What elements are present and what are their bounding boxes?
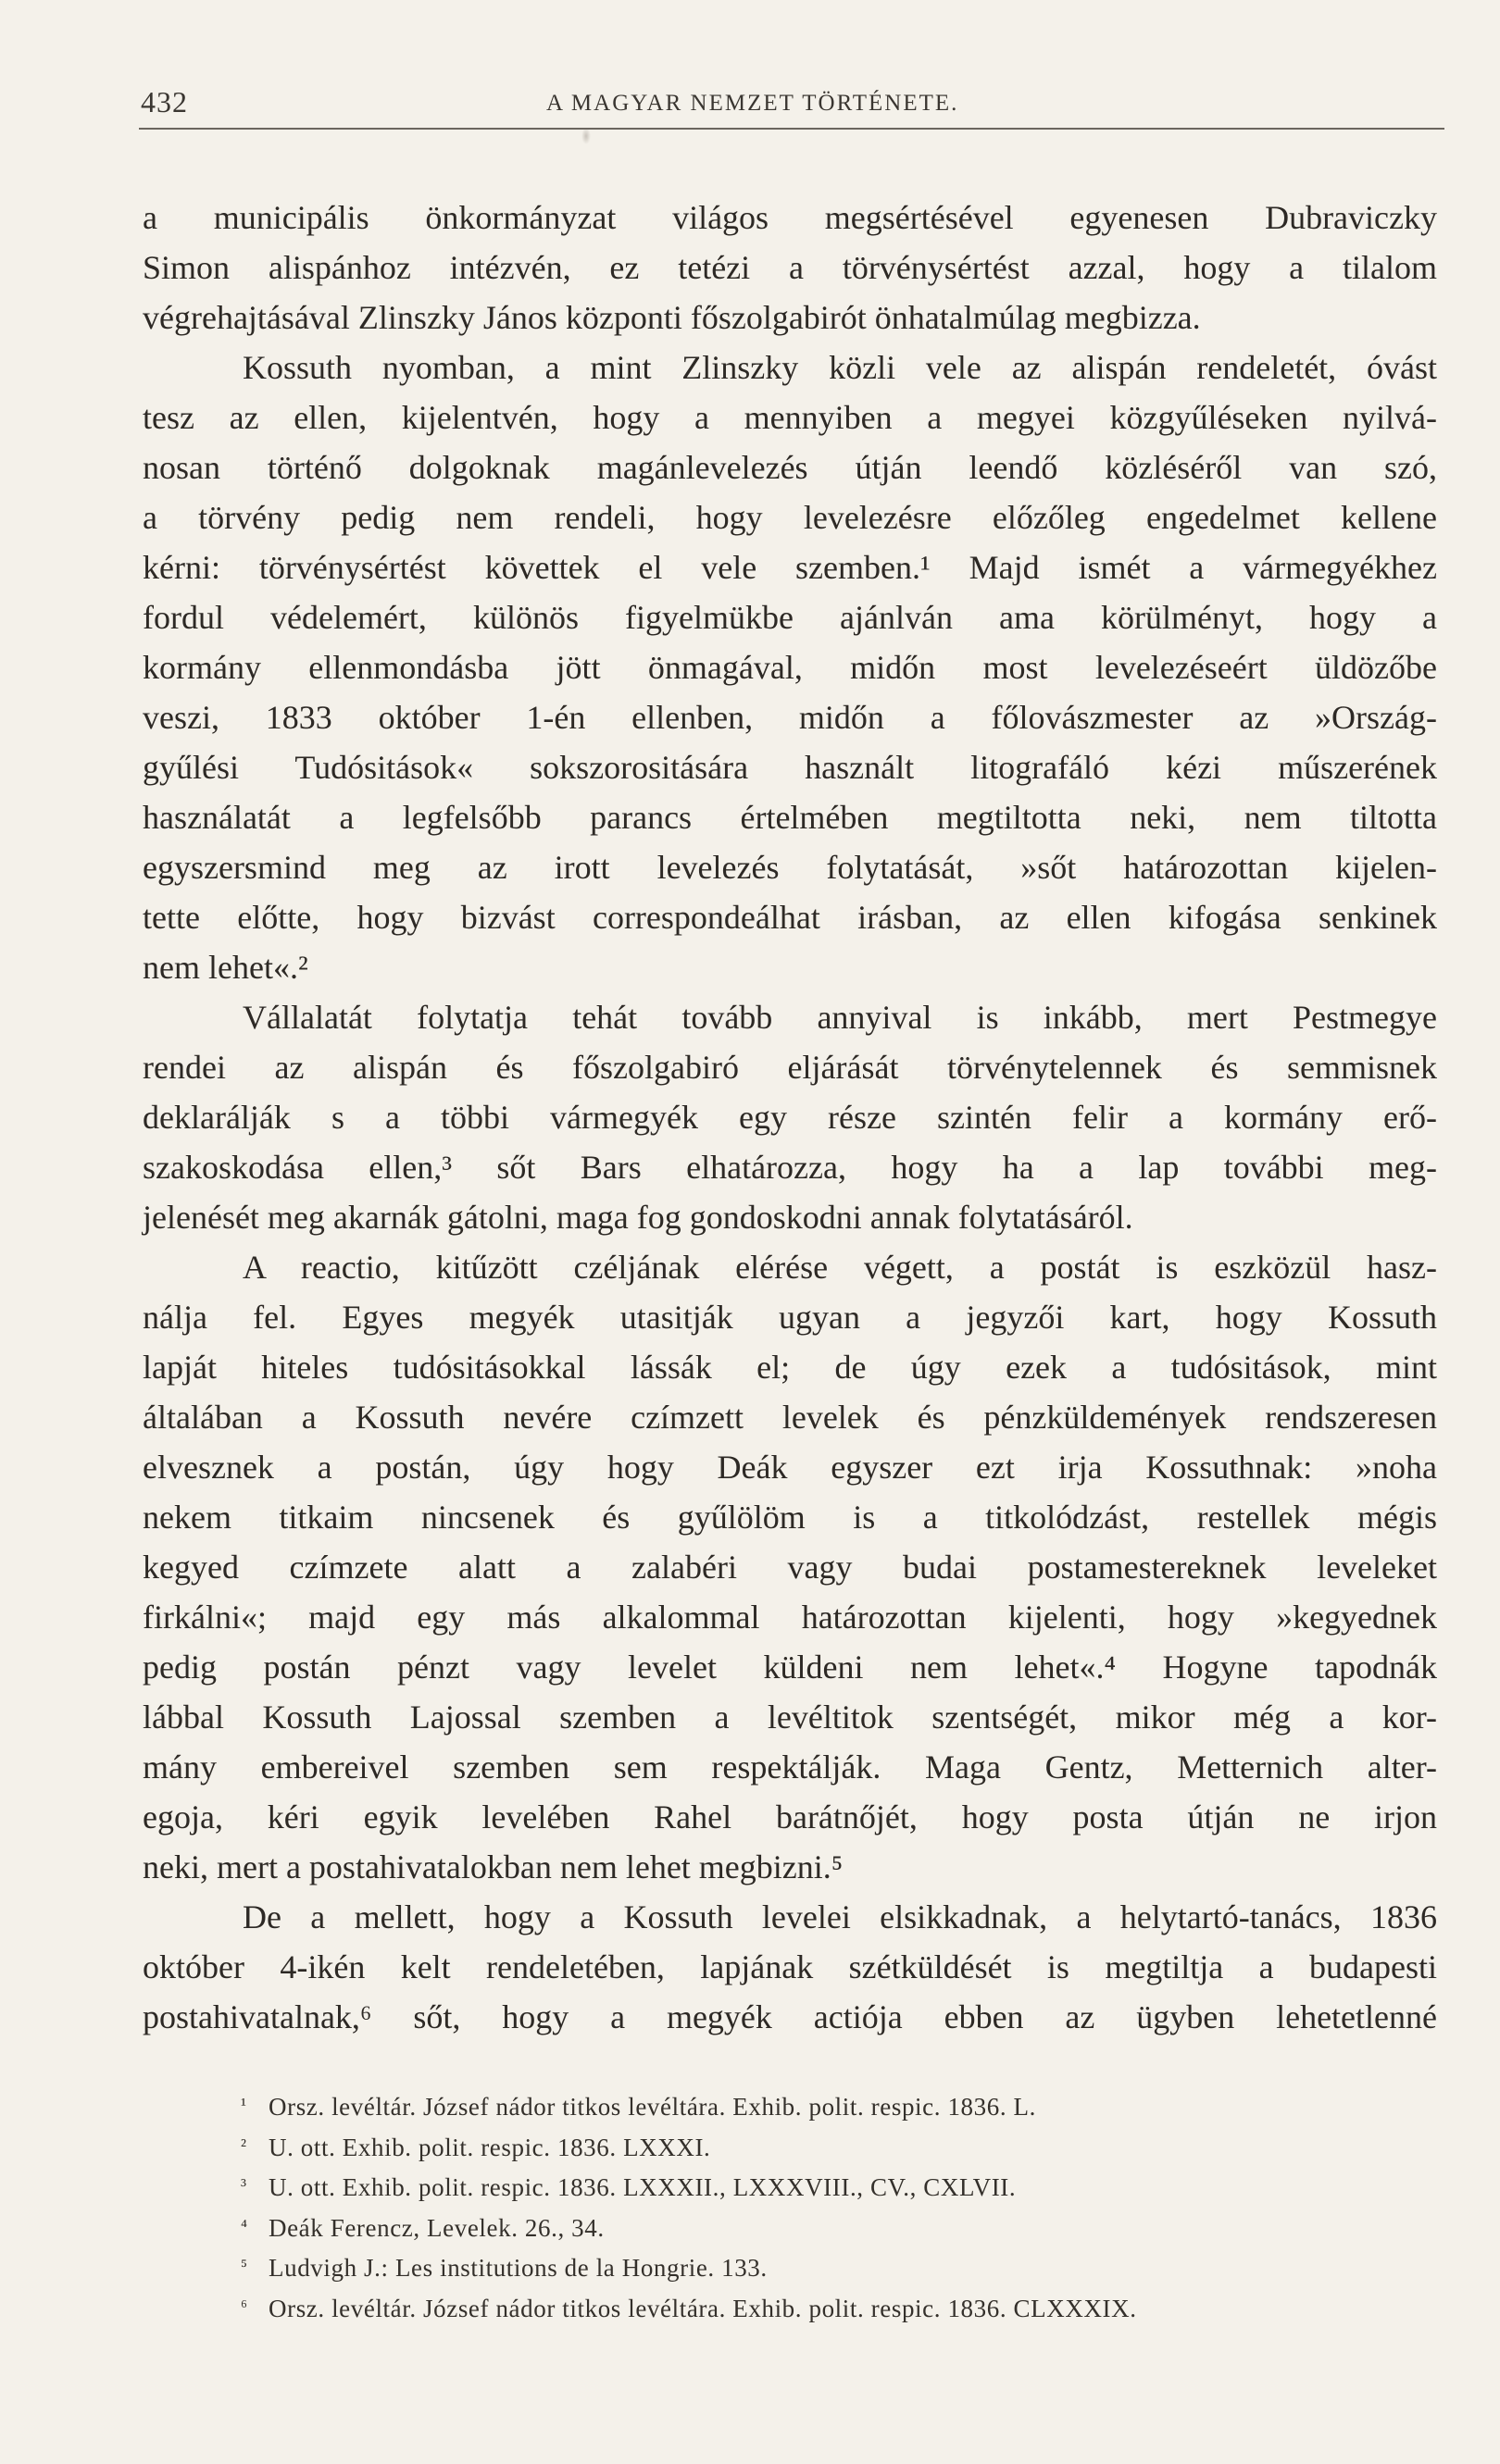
text-line: Simon alispánhoz intézvén, ez tetézi a törvénysértést azzal, hogy a tilalom	[143, 249, 1437, 286]
footnote-text: U. ott. Exhib. polit. respic. 1836. LXXXII., LXXXVIII., CV., CXLVII.	[269, 2173, 1017, 2202]
text-line: De a mellett, hogy a Kossuth levelei elsikkadnak, a helytartó-tanács, 1836	[243, 1898, 1437, 1935]
footnote-marker: ³	[241, 2175, 247, 2196]
text-line: a törvény pedig nem rendeli, hogy levelezésre előzőleg engedelmet kellene	[143, 499, 1437, 536]
text-line: használatát a legfelsőbb parancs értelmében megtiltotta neki, nem tiltotta	[143, 799, 1437, 836]
text-line: kérni: törvénysértést követtek el vele szemben.¹ Majd ismét a vármegyékhez	[143, 549, 1437, 586]
text-line: nekem titkaim nincsenek és gyűlölöm is a titkolódzást, restellek mégis	[143, 1499, 1437, 1536]
footnote-text: Orsz. levéltár. József nádor titkos levéltára. Exhib. polit. respic. 1836. CLXXXIX.	[269, 2294, 1137, 2322]
footnote-marker: ¹	[241, 2095, 247, 2115]
text-line: Vállalatát folytatja tehát tovább annyival is inkább, mert Pestmegye	[243, 999, 1437, 1036]
text-line: A reactio, kitűzött czéljának elérése végett, a postát is eszközül hasz-	[243, 1249, 1437, 1286]
text-line: kormány ellenmondásba jött önmagával, midőn most levelezéseért üldözőbe	[143, 649, 1437, 686]
text-line: lapját hiteles tudósitásokkal lássák el; de úgy ezek a tudósitások, mint	[143, 1349, 1437, 1386]
text-line: nálja fel. Egyes megyék utasitják ugyan a jegyzői kart, hogy Kossuth	[143, 1299, 1437, 1336]
footnote	[241, 2166, 1444, 2207]
text-line: kegyed czímzete alatt a zalabéri vagy budai postamestereknek leveleket	[143, 1549, 1437, 1586]
text-line: Kossuth nyomban, a mint Zlinszky közli vele az alispán rendeletét, óvást	[243, 349, 1437, 386]
text-line: deklarálják s a többi vármegyék egy része szintén felir a kormány erő-	[143, 1099, 1437, 1136]
footnote	[241, 2246, 1444, 2287]
text-line: nem lehet«.²	[143, 949, 308, 986]
text-line: végrehajtásával Zlinszky János központi főszolgabirót önhatalmúlag megbizza.	[143, 299, 1201, 336]
footnote	[241, 2126, 1444, 2167]
footnotes	[241, 2085, 1444, 2328]
text-line: október 4-ikén kelt rendeletében, lapjának szétküldését is megtiltja a budapesti	[143, 1948, 1437, 1985]
footnote-marker: ⁶	[241, 2296, 248, 2317]
footnote	[241, 2287, 1444, 2328]
ink-smudge	[581, 128, 591, 144]
footnote-marker: ⁴	[241, 2215, 248, 2236]
body-text	[143, 193, 1437, 2042]
text-line: nosan történő dolgoknak magánlevelezés útján leendő közléséről van szó,	[143, 449, 1437, 486]
text-line: gyűlési Tudósitások« sokszorositására használt litografáló kézi műszerének	[143, 749, 1437, 786]
footnote	[241, 2085, 1444, 2126]
text-line: postahivatalnak,⁶ sőt, hogy a megyék actiója ebben az ügyben lehetetlenné	[143, 1998, 1437, 2035]
footnote-text: Ludvigh J.: Les institutions de la Hongrie. 133.	[269, 2254, 768, 2283]
footnote-marker: ²	[241, 2134, 247, 2156]
footnote	[241, 2207, 1444, 2247]
text-line: egoja, kéri egyik levelében Rahel barátnőjét, hogy posta útján ne irjon	[143, 1798, 1437, 1836]
text-line: jelenését meg akarnák gátolni, maga fog gondoskodni annak folytatásáról.	[143, 1199, 1133, 1236]
page-number: 432	[141, 85, 188, 118]
footnote-text: Orsz. levéltár. József nádor titkos levéltára. Exhib. polit. respic. 1836. L.	[269, 2093, 1036, 2121]
footnote-text: Deák Ferencz, Levelek. 26., 34.	[269, 2213, 605, 2242]
text-line: egyszersmind meg az irott levelezés folytatását, »sőt határozottan kijelen-	[143, 849, 1437, 886]
text-line: általában a Kossuth nevére czímzett levelek és pénzküldemények rendszeresen	[143, 1399, 1437, 1436]
footnote-marker: ⁵	[241, 2256, 248, 2277]
text-line: neki, mert a postahivatalokban nem lehet megbizni.⁵	[143, 1848, 844, 1885]
text-line: fordul védelemért, különös figyelmükbe ajánlván ama körülményt, hogy a	[143, 599, 1437, 636]
text-line: veszi, 1833 október 1-én ellenben, midőn a főlovászmester az »Ország-	[143, 699, 1437, 736]
text-line: a municipális önkormányzat világos megsértésével egyenesen Dubraviczky	[143, 199, 1437, 236]
text-line: tette előtte, hogy bizvást correspondeálhat irásban, az ellen kifogása senkinek	[143, 899, 1437, 936]
text-line: lábbal Kossuth Lajossal szemben a levéltitok szentségét, mikor még a kor-	[143, 1699, 1437, 1736]
text-line: mány embereivel szemben sem respektálják. Maga Gentz, Metternich alter-	[143, 1748, 1437, 1786]
running-title: A MAGYAR NEMZET TÖRTÉNETE.	[546, 91, 959, 116]
text-line: rendei az alispán és főszolgabiró eljárását törvénytelennek és semmisnek	[143, 1049, 1437, 1086]
text-line: tesz az ellen, kijelentvén, hogy a mennyiben a megyei közgyűléseken nyilvá-	[143, 399, 1437, 436]
running-head	[139, 85, 1444, 130]
text-line: szakoskodása ellen,³ sőt Bars elhatározza, hogy ha a lap további meg-	[143, 1149, 1437, 1186]
footnote-text: U. ott. Exhib. polit. respic. 1836. LXXXI.	[269, 2133, 711, 2161]
text-line: elvesznek a postán, úgy hogy Deák egyszer ezt irja Kossuthnak: »noha	[143, 1449, 1437, 1486]
text-line: pedig postán pénzt vagy levelet küldeni nem lehet«.⁴ Hogyne tapodnák	[143, 1649, 1437, 1686]
text-line: firkálni«; majd egy más alkalommal határozottan kijelenti, hogy »kegyednek	[143, 1599, 1437, 1636]
